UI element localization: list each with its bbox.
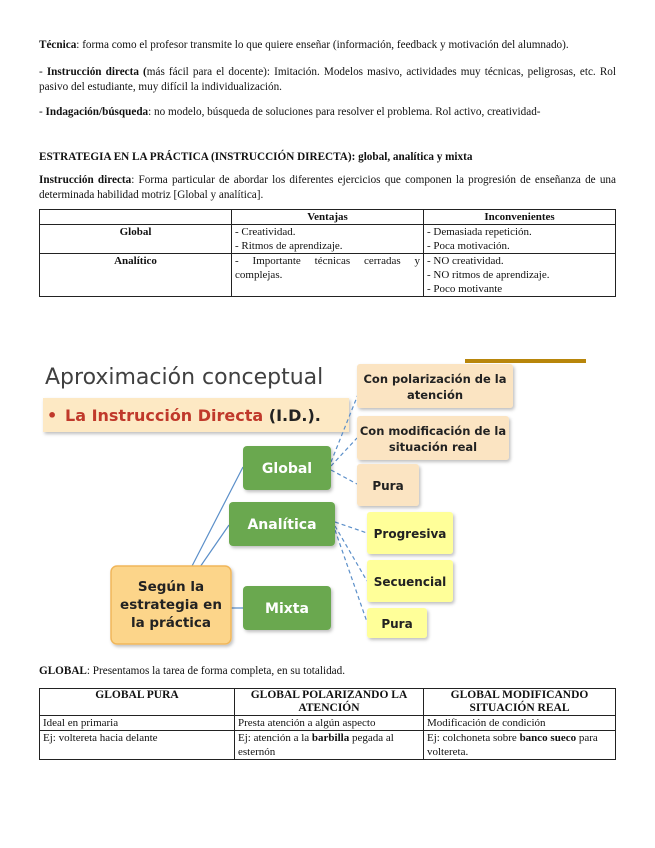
paragraph-indagacion [39,105,616,120]
table-header-global-polarizando [235,689,424,716]
connector-global-pura [331,470,357,484]
node-secuencial-label: Secuencial [373,575,447,589]
text-definicion: : Forma particular de abordar los diferentes ejercicios que componen la progresión de enseñanza de una determinada habilidad motriz [Global y analítica]. [39,174,616,201]
term-tecnica: Técnica [39,39,77,51]
cell-text: para voltereta. [427,732,598,758]
list-item: - Poco motivante [427,283,503,295]
list-item: - NO creatividad. [427,255,504,267]
paragraph-tecnica [39,38,616,53]
decorative-bar [465,359,586,363]
term-instruccion-directa-def: Instrucción directa [39,174,132,186]
table-header-row [40,210,616,225]
row-label-analitico: Analítico [40,254,232,297]
table-row [40,225,616,254]
text-global: : Presentamos la tarea de forma completa, en su totalidad. [86,665,346,677]
header-line: GLOBAL PURA [95,689,179,701]
list-item: - NO ritmos de aprendizaje. [427,269,550,281]
term-indagacion: Indagación/búsqueda [45,106,149,118]
cell-inconvenientes-global [424,225,616,254]
header-line: ATENCIÓN [298,702,360,714]
table-row [40,254,616,297]
cell-text: Ej: colchoneta sobre [427,732,520,744]
cell-text: Ej: atención a la [238,732,312,744]
table-ventajas-inconvenientes [39,209,616,297]
diagram-title: Aproximación conceptual [45,365,324,390]
list-item: - Importante técnicas cerradas y complejas. [235,255,420,281]
node-root-line2: estrategia en [120,597,222,613]
header-line: GLOBAL MODIFICANDO [450,689,589,701]
cell-r1c1: Ideal en primaria [40,716,235,731]
node-polarizacion-line2: atención [406,388,464,402]
table-row [40,731,616,760]
text-indagacion: : no modelo, búsqueda de soluciones para resolver el problema. Rol activo, creatividad- [148,106,541,118]
cell-text: pegada al esternón [238,732,394,758]
node-analitica-label: Analítica [247,517,317,533]
text-tecnica: : forma como el profesor transmite lo que quiere enseñar (información, feedback y motivación del alumnado). [76,39,569,51]
list-item: - Poca motivación. [427,240,510,252]
paragraph-instruccion-directa [39,65,616,95]
text-instruccion-directa: más fácil para el docente): Imitación. Modelos masivo, actividades muy técnicas, peligrosas, etc. Rol pasivo del estudiante, muy difícil la individualización. [39,66,616,93]
heading-estrategia: ESTRATEGIA EN LA PRÁCTICA (INSTRUCCIÓN DIRECTA): global, analítica y mixta [39,151,473,163]
node-modificacion-line2: situación real [388,440,478,454]
list-item: - Demasiada repetición. [427,226,532,238]
list-item: - Ritmos de aprendizaje. [235,240,343,252]
table-global-wrapper [39,688,616,760]
cell-text-bold: barbilla [311,732,350,744]
node-progresiva-label: Progresiva [373,527,447,541]
document-body [39,38,616,297]
connector-analitica-secuencial [335,526,367,581]
row-label-global: Global [40,225,232,254]
bullet-text-main: La Instrucción Directa [65,406,269,425]
node-mixta-label: Mixta [265,601,309,617]
table-header-ventajas: Ventajas [232,210,424,225]
table-header-global-modificando [424,689,616,716]
cell-r2c1: Ej: voltereta hacia delante [40,731,235,760]
cell-r1c3: Modificación de condición [424,716,616,731]
cell-r2c2 [235,731,424,760]
table-header-global-pura [40,689,235,716]
table-row [40,716,616,731]
concept-diagram [39,350,616,650]
bullet-text-abbr: (I.D.). [268,406,321,425]
paragraph-global [39,664,616,679]
connector-analitica-pura [335,530,367,622]
cell-ventajas-analitico [232,254,424,297]
cell-text-bold: banco sueco [519,732,577,744]
list-item: - Creatividad. [235,226,296,238]
node-pura-analitica-label: Pura [381,617,413,631]
table-header-empty [40,210,232,225]
table-header-inconvenientes: Inconvenientes [424,210,616,225]
cell-inconvenientes-analitico [424,254,616,297]
bullet-dash: - [39,106,46,118]
node-root-line1: Según la [137,579,205,595]
table-header-row [40,689,616,716]
bullet-dot: • [47,406,58,425]
table-global-tipos [39,688,616,760]
term-global: GLOBAL [39,665,87,677]
term-instruccion-directa: Instrucción directa ( [46,66,147,78]
node-modificacion-line1: Con modificación de la [359,424,507,438]
header-line: GLOBAL POLARIZANDO LA [250,689,408,701]
node-pura-global-label: Pura [372,479,404,493]
cell-r1c2: Presta atención a algún aspecto [235,716,424,731]
node-polarizacion-line1: Con polarización de la [363,372,507,386]
node-global-label: Global [261,461,313,477]
header-line: SITUACIÓN REAL [469,702,570,714]
cell-ventajas-global [232,225,424,254]
node-root-line3: la práctica [130,615,212,631]
cell-r2c3 [424,731,616,760]
connector-analitica-progresiva [335,522,367,533]
bullet-dash: - [39,66,47,78]
bullet-text [65,406,321,425]
paragraph-definicion [39,173,616,203]
